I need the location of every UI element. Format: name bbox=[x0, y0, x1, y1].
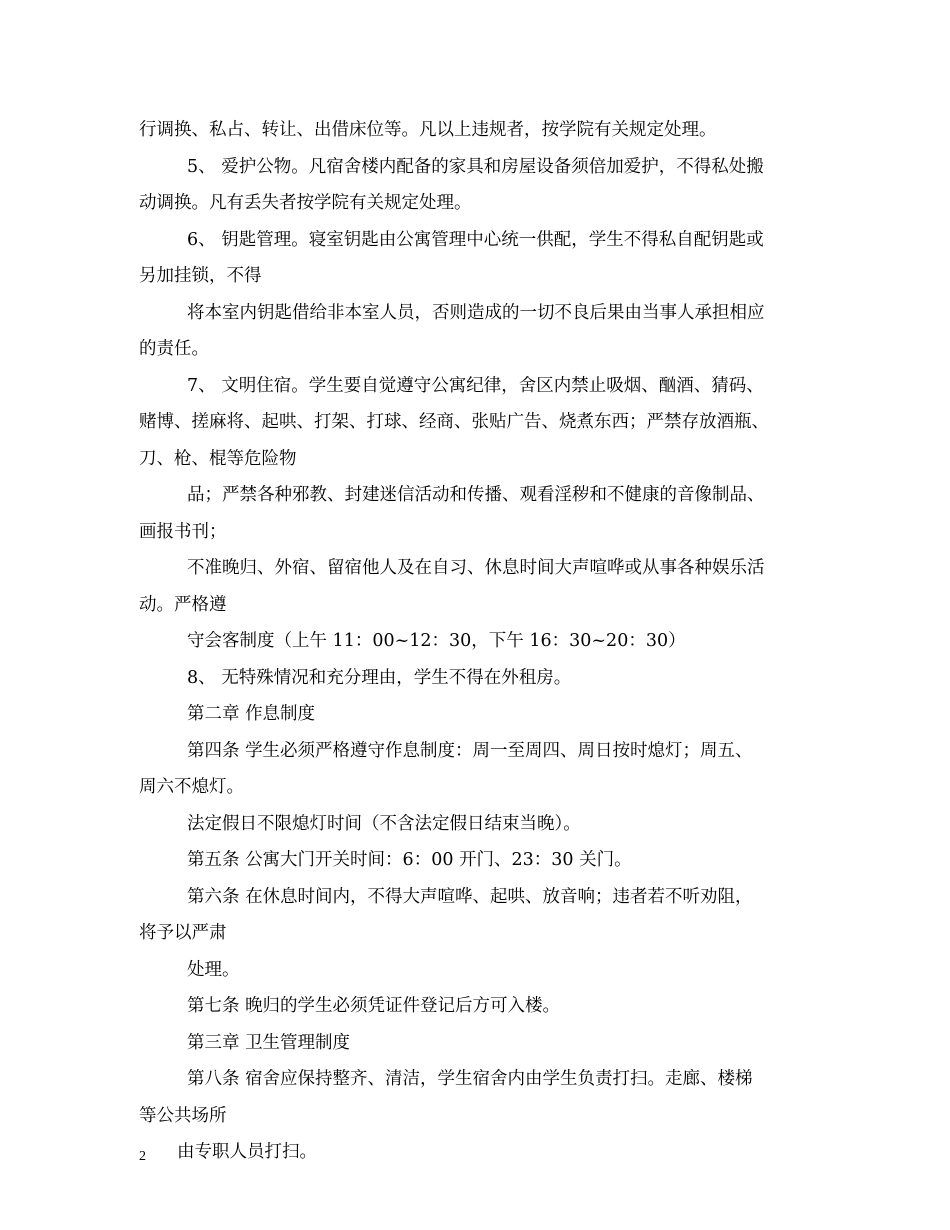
text-line: 第七条 晚归的学生必须凭证件登记后方可入楼。 bbox=[187, 996, 561, 1016]
text-line: 将本室内钥匙借给非本室人员，否则造成的一切不良后果由当事人承担相应 bbox=[187, 303, 765, 323]
text-line: 周六不熄灯。 bbox=[139, 777, 244, 797]
text-line: 8、 无特殊情况和充分理由，学生不得在外租房。 bbox=[187, 668, 572, 688]
text-line: 6、 钥匙管理。寝室钥匙由公寓管理中心统一供配，学生不得私自配钥匙或 bbox=[187, 230, 764, 250]
page-number: 2 bbox=[139, 1149, 146, 1164]
text-line: 5、 爱护公物。凡宿舍楼内配备的家具和房屋设备须倍加爱护，不得私处搬 bbox=[187, 157, 764, 177]
text-line: 法定假日不限熄灯时间（不含法定假日结束当晚）。 bbox=[187, 814, 581, 834]
chapter-heading: 第二章 作息制度 bbox=[187, 704, 316, 724]
text-line: 赌博、搓麻将、起哄、打架、打球、经商、张贴广告、烧煮东西；严禁存放酒瓶、 bbox=[139, 412, 769, 432]
text-line: 等公共场所 bbox=[139, 1106, 227, 1126]
text-line: 将予以严肃 bbox=[139, 923, 227, 943]
text-line: 由专职人员打扫。 bbox=[177, 1142, 317, 1162]
text-line: 画报书刊； bbox=[139, 522, 227, 542]
text-line: 第六条 在休息时间内，不得大声喧哗、起哄、放音响；违者若不听劝阻， bbox=[187, 887, 753, 907]
text-line: 不准晚归、外宿、留宿他人及在自习、休息时间大声喧哗或从事各种娱乐活 bbox=[187, 558, 765, 578]
text-line: 第四条 学生必须严格遵守作息制度：周一至周四、周日按时熄灯；周五、 bbox=[187, 741, 753, 761]
text-line: 行调换、私占、转让、出借床位等。凡以上违规者，按学院有关规定处理。 bbox=[139, 120, 717, 140]
text-line: 品；严禁各种邪教、封建迷信活动和传播、观看淫秽和不健康的音像制品、 bbox=[187, 485, 765, 505]
text-line: 守会客制度（上午 11：00~12：30，下午 16：30~20：30） bbox=[187, 631, 686, 651]
text-line: 7、 文明住宿。学生要自觉遵守公寓纪律，舍区内禁止吸烟、酗酒、猜码、 bbox=[187, 376, 764, 396]
text-line: 动。严格遵 bbox=[139, 595, 227, 615]
chapter-heading: 第三章 卫生管理制度 bbox=[187, 1033, 351, 1053]
text-line: 的责任。 bbox=[139, 339, 209, 359]
text-line: 第八条 宿舍应保持整齐、清洁，学生宿舍内由学生负责打扫。走廊、楼梯 bbox=[187, 1069, 753, 1089]
text-line: 第五条 公寓大门开关时间：6：00 开门、23：30 关门。 bbox=[187, 850, 632, 870]
text-line: 处理。 bbox=[187, 960, 240, 980]
text-line: 动调换。凡有丢失者按学院有关规定处理。 bbox=[139, 193, 472, 213]
text-line: 另加挂锁，不得 bbox=[139, 266, 262, 286]
text-line: 刀、枪、棍等危险物 bbox=[139, 449, 297, 469]
